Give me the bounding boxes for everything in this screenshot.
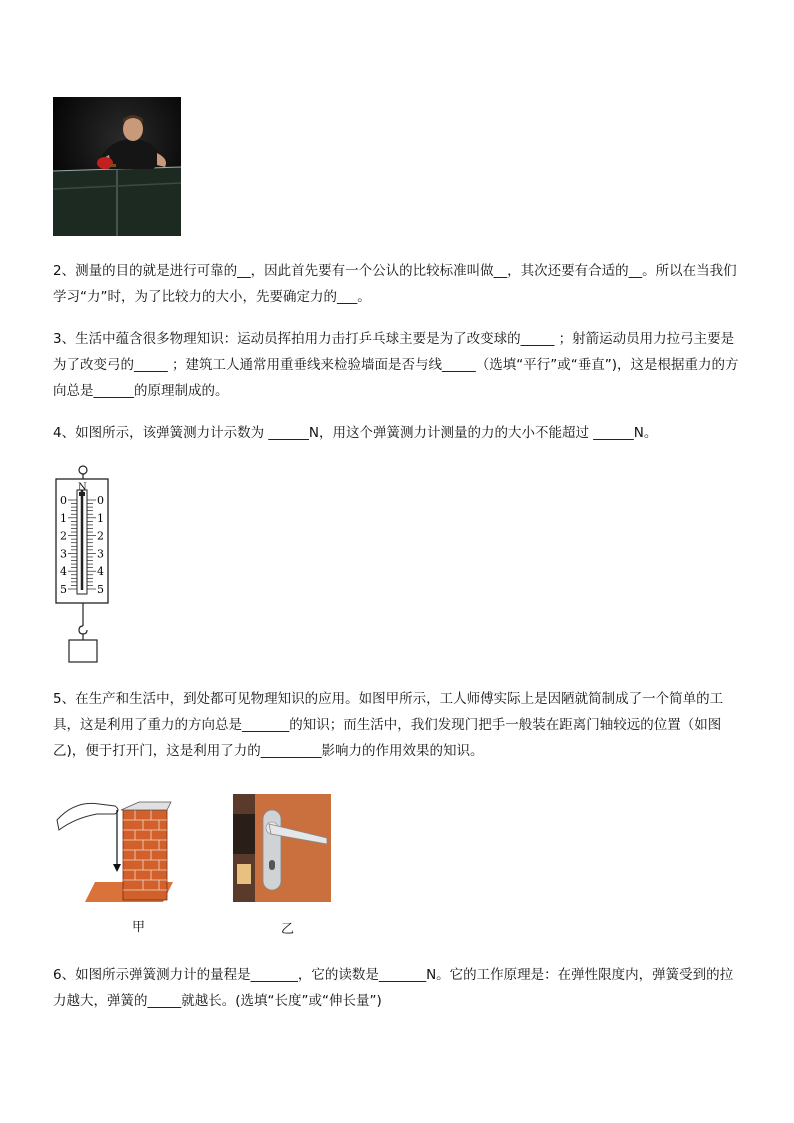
question-6: 6、如图所示弹簧测力计的量程是_______，它的读数是_______N。它的工作原理是：在弹性限度内，弹簧受到的拉力越大，弹簧的_____就越长。(选填“长度”或“伸长量”) — [53, 967, 734, 1009]
question-4: 4、如图所示，该弹簧测力计示数为 ______N，用这个弹簧测力计测量的力的大小不能超过 ______N。 — [53, 425, 658, 441]
figure-yi-door-handle — [233, 794, 331, 902]
right-tick-label: 5 — [97, 583, 104, 596]
right-tick-label: 4 — [97, 565, 104, 579]
question-3: 3、生活中蕴含很多物理知识：运动员挥拍用力击打乒乓球主要是为了改变球的_____ ；射箭运动员用力拉弓主要是为了改变弓的_____ ；建筑工人通常用重垂线来检验墙面是否与线_____（选填“平行”或“垂直”)，这是根据重力的方向总是______的原理制成的。 — [53, 331, 739, 399]
right-tick-label: 1 — [97, 511, 104, 525]
spring-scale-figure — [50, 462, 120, 667]
plumb-line-wall-diagram — [55, 790, 175, 905]
right-tick-label: 0 — [97, 494, 104, 507]
table-tennis-player-image — [53, 97, 181, 236]
scale-unit-label: N — [78, 482, 87, 493]
left-tick-label: 1 — [60, 511, 67, 525]
figure-jia-brick-wall — [55, 790, 175, 905]
door-handle-photo — [233, 794, 331, 902]
left-tick-label: 3 — [60, 547, 67, 561]
left-tick-label: 2 — [60, 529, 67, 543]
right-tick-label: 2 — [97, 529, 104, 543]
left-tick-label: 5 — [60, 583, 67, 596]
caption-yi: 乙 — [281, 922, 295, 937]
right-tick-label: 3 — [97, 547, 104, 561]
caption-jia: 甲 — [132, 920, 146, 935]
table-tennis-photo — [53, 97, 181, 236]
weight-block — [69, 640, 97, 662]
left-tick-label: 0 — [60, 494, 67, 507]
left-tick-label: 4 — [60, 565, 67, 579]
spring-scale-diagram — [50, 462, 120, 667]
question-2: 2、测量的目的就是进行可靠的__，因此首先要有一个公认的比较标准叫做__，其次还要有合适的__。所以在当我们学习“力”时，为了比较力的大小，先要确定力的___。 — [53, 263, 737, 305]
question-5: 5、在生产和生活中，到处都可见物理知识的应用。如图甲所示，工人师傅实际上是因陋就简制成了一个简单的工具，这是利用了重力的方向总是_______的知识；而生活中，我们发现门把手一般装在距离门轴较远的位置（如图乙)，便于打开门，这是利用了力的_________影响力的作用效果的知识。 — [53, 691, 724, 759]
